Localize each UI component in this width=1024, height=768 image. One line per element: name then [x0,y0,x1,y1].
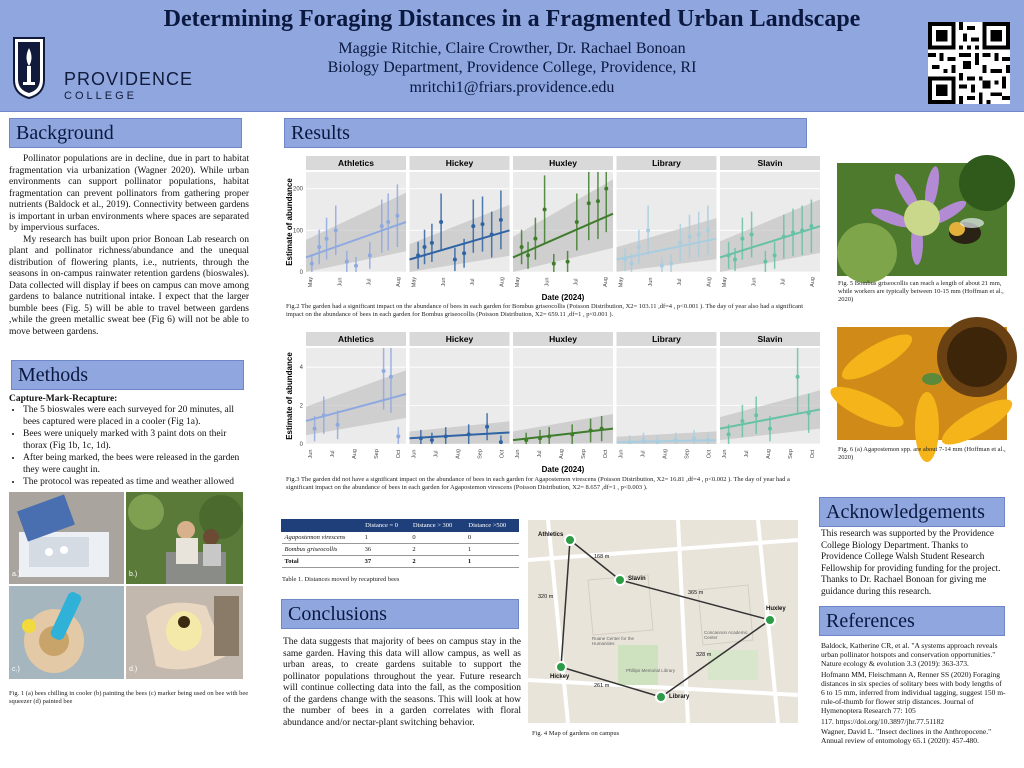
data-point [646,228,650,232]
campus-map [528,520,798,723]
x-tick-label: Aug [396,277,402,287]
data-point [763,260,767,264]
table-cell: Total [282,556,362,568]
y-axis-label: Estimate of abundance [285,352,294,440]
table-row [282,532,519,544]
map-place: Concannon Academic Center [704,630,748,640]
data-point [800,228,804,232]
table-header-cell: Distance > 300 [409,520,465,532]
fig6-caption: Fig. 6 (a) Agapostemon spp. are about 7-14 mm (Hoffman et al., 2020) [838,446,1006,461]
data-point [334,228,338,232]
data-point [444,434,448,438]
data-point [325,237,329,241]
background-p2: My research has built upon prior Bonoan Lab research on plant and pollinator richness/abundance and the unequal distribution of flowering plants, i.e., nutrients, through the seasons in on-campus rainwater retention gardens (bioswales). Data collected will display if bees on campus can move among gardens to balance nutritional intake. I expect that the larger bumble bees (Fig. 5) will be able to travel between gardens ,while the green metallic sweat bee (Fig 6) will not be able to move between gardens. [9,234,249,337]
data-point [386,220,390,224]
table-cell: 36 [362,544,410,556]
table-header-row [282,520,519,532]
x-tick-label: May [618,276,625,288]
map-label-slavin: Slavin [628,576,646,582]
data-point [389,375,393,379]
x-axis-label: Date (2024) [541,465,585,474]
data-point [416,253,420,257]
x-tick-label: Jul [537,450,543,458]
conclusions-text: The data suggests that majority of bees on campus stay in the same garden. Having this data will allow campus, as well as urban areas, to create gardens suitable to support the pollinator populations throughout the year. Future research will continue collecting data into the fall, as the composition of the gardens change with the seasons. This will look at how the number of bees in a garden correlates with floral abundance and/or nectar-plant switching behavior. [283,637,521,728]
photo-painted-bee [126,586,243,679]
data-point [471,224,475,228]
table-header-cell: Distance >500 [465,520,519,532]
y-tick-label: 4 [299,365,303,372]
methods-bullet: • The 5 bioswales were each surveyed for 20 minutes, all bees captured were placed in a cooler (Fig 1a). [23,405,253,428]
data-point [547,434,551,438]
data-point [575,220,579,224]
data-point [310,262,314,266]
facet-label: Athletics [338,334,374,344]
x-axis-label: Date (2024) [541,293,585,302]
facet-label: Slavin [757,158,783,168]
x-tick-label: Aug [352,449,358,459]
x-tick-label: Oct [396,449,402,459]
photo-bombus [837,163,1007,276]
x-tick-label: Aug [603,277,609,287]
authors: Maggie Ritchie, Claire Crowther, Dr. Rachael Bonoan [338,40,686,57]
data-point [485,425,489,429]
data-point [499,440,503,444]
x-tick-label: Sep [788,449,794,459]
data-point [368,253,372,257]
photo-painting [126,492,243,584]
qr-code-icon [928,22,1010,104]
data-point [692,436,696,440]
data-point [604,187,608,191]
data-point [419,436,423,440]
map-label-hickey: Hickey [550,674,570,680]
results-heading: Results [284,118,807,148]
x-tick-label: Oct [810,449,816,459]
data-point [750,233,754,237]
data-point [439,220,443,224]
data-point [740,419,744,423]
methods-bullet: • The protocol was repeated as time and weather allowed [23,477,253,489]
x-tick-label: Jun [515,449,521,459]
x-tick-label: May [515,276,521,288]
data-point [628,440,632,444]
data-point [727,253,731,257]
data-point [660,264,664,268]
department: Biology Department, Providence College, Providence, RI [327,59,697,76]
data-point [566,260,570,264]
methods-list [9,405,253,490]
map-label-library: Library [669,694,690,700]
photo-label-c: c.) [12,666,20,673]
logo-name: PROVIDENCE [64,69,194,89]
data-point [727,432,731,436]
data-point [678,241,682,245]
table-cell: 1 [362,532,410,544]
x-tick-label: Aug [559,449,565,459]
x-tick-label: Oct [603,449,609,459]
data-point [533,237,537,241]
data-point [380,224,384,228]
data-point [552,262,556,266]
x-tick-label: Jul [366,278,373,286]
data-point [462,251,466,255]
table-header-cell [282,520,362,532]
methods-bullet: • Bees were uniquely marked with 3 paint dots on their thorax (Fig 1b, 1c, 1d). [23,429,253,452]
data-point [481,222,485,226]
photo-agapostemon [837,327,1007,440]
data-point [317,245,321,249]
data-point [796,375,800,379]
data-point [706,228,710,232]
table-row-total [282,556,519,568]
conclusions-heading: Conclusions [281,599,519,629]
data-point [490,233,494,237]
map-distance: 365 m [688,590,704,596]
data-point [526,253,530,257]
data-point [674,438,678,442]
x-tick-label: Jun [308,449,314,459]
x-tick-label: Jun [751,277,758,287]
data-point [423,245,427,249]
data-point [570,432,574,436]
map-distance: 261 m [594,683,610,689]
x-tick-label: Jun [440,277,447,287]
table-cell: 2 [409,544,465,556]
table-header-cell: Distance = 0 [362,520,410,532]
data-point [809,224,813,228]
references-list [821,641,1007,746]
x-tick-label: Oct [706,449,713,459]
data-point [336,423,340,427]
map-distance: 328 m [696,652,712,658]
data-point [322,413,326,417]
x-tick-label: Aug [706,277,713,287]
data-point [596,199,600,203]
background-text [9,154,249,338]
x-tick-label: Jul [433,450,440,458]
table-cell: 1 [465,544,519,556]
y-tick-label: 200 [292,186,303,193]
data-point [354,264,358,268]
facet-label: Huxley [549,158,577,168]
x-tick-label: Sep [477,449,484,459]
table-cell: 1 [465,556,519,568]
methods-subheading: Capture-Mark-Recapture: [9,394,118,404]
x-tick-label: Jul [744,450,750,458]
x-tick-label: May [411,276,418,288]
photo-marker [9,586,124,679]
table-cell: 0 [465,532,519,544]
y-tick-label: 0 [299,270,303,276]
data-point [791,230,795,234]
background-p1: Pollinator populations are in decline, due in part to habitat fragmentation via urbanization (Wagner 2020). While urban environments can support pollinator populations, habitat fragmentation can prevent pollinators from gathering proper nutrients (Baldock et al., 2019). Connectivity between gardens is important in urban environments where spaces are separated by impervious surfaces. [9,154,249,233]
y-tick-label: 100 [292,228,303,235]
data-point [706,438,710,442]
table-cell: Agapostemon virescens [282,532,362,544]
x-tick-label: May [722,276,728,288]
photo-label-d: d.) [129,666,138,673]
logo-sub: COLLEGE [64,90,137,102]
map-label-athletics: Athletics [538,532,564,538]
reference-item: Wagner, David L. "Insect declines in the Anthropocene." Annual review of entomology 65.1 (2020): 457-480. [821,726,992,746]
chart-bombus [284,154,816,304]
data-point [543,208,547,212]
data-point [773,253,777,257]
map-label-huxley: Huxley [766,606,786,612]
map-marker-slavin [614,574,626,586]
data-point [587,201,591,205]
x-tick-label: Aug [662,449,669,459]
references-heading: References [819,606,1005,636]
x-tick-label: Oct [499,449,506,459]
reference-item: Baldock, Katherine CR, et al. "A systems approach reveals urban pollinator hotspots and conservation opportunities." Nature ecology & evolution 3.3 (2019): 363-373. [821,641,998,669]
x-tick-label: Jun [411,449,418,459]
map-marker-huxley [764,614,776,626]
x-tick-label: Sep [684,449,691,459]
table-row [282,544,519,556]
facet-label: Library [652,334,681,344]
table-cell: 37 [362,556,410,568]
data-point [467,432,471,436]
table1-caption: Table 1. Distances moved by recaptured bees [282,576,400,583]
x-tick-label: Sep [374,449,380,459]
data-point [382,369,386,373]
fig3-caption: Fig.3 The garden did not have a significant impact on the abundance of bees in each garden for Agapostemon virescens (Poisson Distribution, X2= 16.81 ,df=4 , p<0.002 ). The day of year had a significant impact on the abundance of bees in each garden for Agapostemon virescens (Poisson Distribution, X2= 8.657 ,df=1 , p<0.003 ). [286,476,790,491]
map-distance: 168 m [594,554,610,560]
data-point [637,245,641,249]
methods-heading: Methods [11,360,244,390]
y-tick-label: 0 [299,442,303,448]
x-tick-label: Jun [337,277,344,287]
providence-logo [12,36,194,106]
methods-bullet: • After being marked, the bees were released in the garden they were caught in. [23,453,253,476]
facet-label: Hickey [445,158,474,168]
data-point [740,237,744,241]
x-tick-label: Aug [499,277,506,287]
map-distance: 320 m [538,594,554,600]
distance-table [281,519,519,568]
data-point [524,438,528,442]
data-point [669,262,673,266]
data-point [688,235,692,239]
data-point [589,429,593,433]
reference-item: 117. https://doi.org/10.3897/jhr.77.51182 [821,716,945,726]
x-tick-label: Aug [766,449,772,459]
map-marker-library [655,691,667,703]
data-point [623,258,627,262]
x-tick-label: Jul [677,278,684,286]
x-tick-label: May [308,276,314,288]
reference-item: Hofmann MM, Fleischmann A, Renner SS (2020) Foraging distances in six species of solitary bees with body lengths of 6 to 15 mm, inferred from individual tagging, suggest 150 m-rule-of-thumb for flower strip distances. Journal of Hymenoptera Research 77: 105 [821,669,1006,716]
shield-icon [12,36,46,100]
facet-label: Athletics [338,158,374,168]
data-point [768,427,772,431]
x-tick-label: Aug [455,449,462,459]
table-cell: 0 [409,532,465,544]
data-point [733,258,737,262]
data-point [396,434,400,438]
x-tick-label: Jul [573,278,580,286]
x-tick-label: Jun [722,449,728,459]
acknowledgements-heading: Acknowledgements [819,497,1005,527]
x-tick-label: Jul [780,278,787,286]
data-point [642,438,646,442]
facet-label: Hickey [445,334,474,344]
acknowledgements-text: This research was supported by the Providence College Biology Department. Thanks to Providence College Walsh Student Research Fellowship for providing funding for the project. Thanks to Dr. Rachael Bonoan for giving me guidance during this research. [821,528,1001,596]
data-point [313,427,317,431]
data-point [395,214,399,218]
data-point [807,411,811,415]
poster-title: Determining Foraging Distances in a Fragmented Urban Landscape [163,6,861,32]
x-tick-label: Jul [470,278,477,286]
fig5-caption: Fig. 5 Bombus griseocollis can reach a length of about 21 mm, while workers are typically between 10-15 mm (Hoffman et al., 2020) [838,280,1004,303]
facet-panel [617,348,717,444]
data-point [655,440,659,444]
fig4-caption: Fig. 4 Map of gardens on campus [532,730,620,737]
fig2-caption: Fig.2 The garden had a significant impact on the abundance of bees in each garden for Bombus griseocollis (Poisson Distribution, X2= 103.11 ,df=4 , p<0.001 ). The day of year also had a significant impact on the abundance of bees in each garden for Bombus griseocollis (Poisson Distribution, X2= 659.11 ,df=1 , p<0.001 ). [286,303,804,318]
background-heading: Background [9,118,242,148]
map-place: Phillips Memorial Library [626,668,676,673]
map-place: Ruane Center for the Humanities [592,636,635,646]
photo-label-b: b.) [129,571,138,578]
data-point [453,258,457,262]
data-point [538,436,542,440]
x-tick-label: Jun [647,277,654,287]
x-tick-label: Aug [810,277,816,287]
map-marker-athletics [564,534,576,546]
fig1-caption: Fig. 1 (a) bees chilling in cooler (b) painting the bees (c) marker being used on bee with bee squeezer (d) painted bee [9,690,249,705]
y-tick-label: 2 [299,403,303,410]
table-cell: Bombus griseocollis [282,544,362,556]
data-point [754,413,758,417]
facet-label: Library [652,158,681,168]
x-tick-label: Jun [618,449,625,459]
x-tick-label: Sep [581,449,587,459]
y-axis-label: Estimate of abundance [285,178,294,266]
table-cell: 2 [409,556,465,568]
data-point [630,262,634,266]
data-point [430,438,434,442]
data-point [697,233,701,237]
map-marker-hickey [555,661,567,673]
photo-cooler [9,492,124,584]
data-point [499,218,503,222]
x-tick-label: Jul [640,450,647,458]
facet-label: Huxley [549,334,577,344]
data-point [520,245,524,249]
data-point [345,260,349,264]
facet-label: Slavin [757,334,783,344]
data-point [600,427,604,431]
x-tick-label: Jul [330,450,336,458]
data-point [782,235,786,239]
chart-agapostemon [284,330,816,476]
x-tick-label: Jun [544,277,551,287]
photo-label-a: a.) [12,571,21,578]
poster-header [0,0,1024,112]
email: mritchi1@friars.providence.edu [409,79,615,96]
data-point [430,241,434,245]
